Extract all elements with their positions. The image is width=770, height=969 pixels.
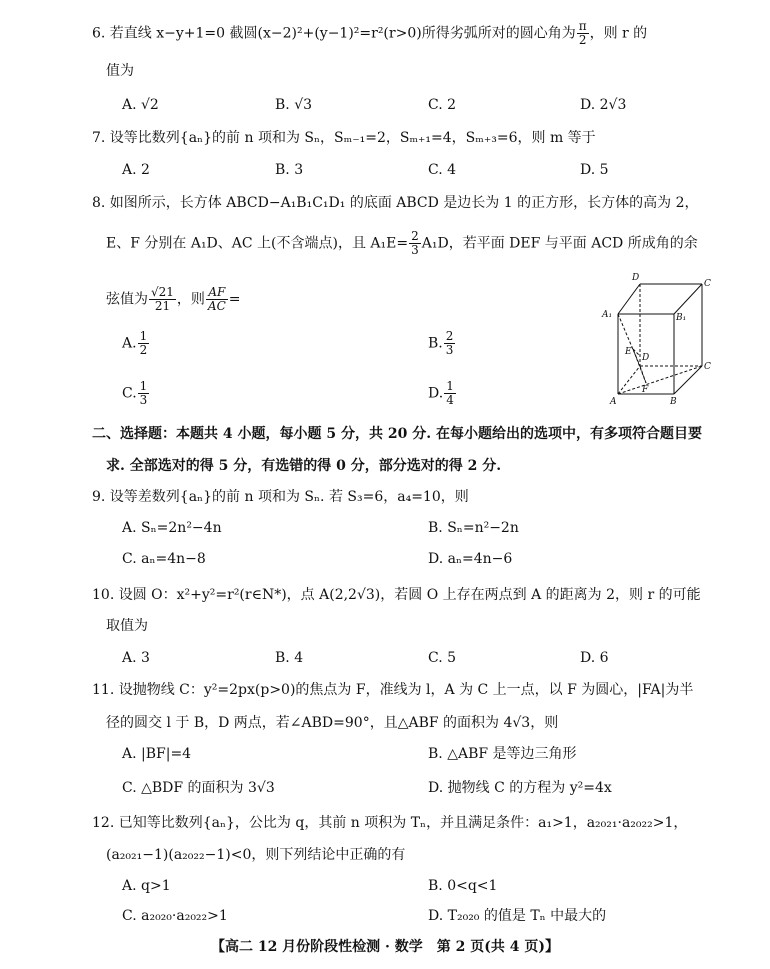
q6-option-c: C. 2	[428, 97, 457, 113]
q11-option-b: B. △ABF 是等边三角形	[428, 746, 577, 762]
q6-line2: 值为	[106, 63, 134, 79]
q8-line3-frac1-den: 21	[154, 299, 171, 313]
q8-option-b-num: 2	[445, 329, 454, 343]
q8-option-a-label: A.	[122, 335, 137, 352]
q7-option-d: D. 5	[580, 162, 609, 178]
q11-option-c: C. △BDF 的面积为 3√3	[122, 780, 275, 796]
q7-option-c: C. 4	[428, 162, 457, 178]
q6-option-d: D. 2√3	[580, 97, 627, 113]
q10-option-c: C. 5	[428, 650, 457, 666]
label-f: F	[642, 385, 649, 395]
q8-line3-pre: 弦值为	[106, 291, 148, 308]
label-d1: D	[632, 273, 640, 283]
q6-option-a: A. √2	[122, 97, 159, 113]
label-e: E	[625, 347, 632, 357]
edge-ad-hidden	[618, 366, 640, 394]
q8-option-d	[428, 380, 457, 407]
q8-option-d-label: D.	[428, 385, 444, 402]
q12-option-c: C. a₂₀₂₀·a₂₀₂₂>1	[122, 908, 228, 924]
q10-option-a: A. 3	[122, 650, 150, 666]
q8-option-a	[122, 330, 150, 357]
q9-option-a: A. Sₙ=2n²−4n	[122, 520, 222, 536]
q8-option-c-fraction	[138, 380, 150, 407]
q10-line1: 10. 设圆 O：x²+y²=r²(r∈N*)，点 A(2,2√3)，若圆 O 上存在两点到 A 的距离为 2，则 r 的可能	[92, 587, 701, 603]
q10-option-d: D. 6	[580, 650, 609, 666]
q8-option-d-fraction	[444, 380, 456, 407]
q6-line1	[92, 20, 647, 47]
segment-ac	[618, 366, 702, 394]
q8-line2	[106, 230, 698, 257]
q8-line1: 8. 如图所示，长方体 ABCD−A₁B₁C₁D₁ 的底面 ABCD 是边长为 1 的正方形，长方体的高为 2，	[92, 195, 699, 211]
q8-option-a-num: 1	[139, 329, 148, 343]
q8-line3-fraction2	[206, 286, 228, 313]
edge-bc	[674, 366, 702, 394]
label-b: B	[670, 397, 677, 407]
q12-line2: (a₂₀₂₁−1)(a₂₀₂₂−1)<0，则下列结论中正确的有	[106, 847, 406, 863]
q12-option-a: A. q>1	[122, 878, 171, 894]
q7-option-b: B. 3	[275, 162, 304, 178]
q6-frac-num: π	[578, 19, 587, 33]
q8-option-c-den: 3	[139, 393, 148, 407]
edge-d1a1	[618, 284, 640, 314]
q8-line3-frac2-num: AF	[206, 286, 228, 300]
q8-line3-frac1-num: √21	[151, 285, 174, 299]
q10-option-b: B. 4	[275, 650, 304, 666]
label-c: C	[704, 362, 711, 372]
q8-option-c-num: 1	[139, 379, 148, 393]
label-b1: B₁	[676, 313, 687, 323]
q7-option-a: A. 2	[122, 162, 150, 178]
q12-option-b: B. 0<q<1	[428, 878, 498, 894]
label-c1: C	[704, 279, 711, 289]
q10-line2: 取值为	[106, 618, 148, 634]
q6-line1-post: ，则 r 的	[589, 25, 648, 42]
q6-line1-pre: 6. 若直线 x−y+1=0 截圆(x−2)²+(y−1)²=r²(r>0)所得劣弧所对的圆心角为	[92, 25, 576, 42]
q9-line1: 9. 设等差数列{aₙ}的前 n 项和为 Sₙ. 若 S₃=6，a₄=10，则	[92, 489, 469, 505]
page-footer: 【高二 12 月份阶段性检测 · 数学 第 2 页(共 4 页)】	[210, 939, 560, 955]
q8-option-b	[428, 330, 456, 357]
section2-line2: 求. 全部选对的得 5 分，有选错的得 0 分，部分选对的得 2 分.	[106, 458, 502, 474]
q8-line3-post: =	[228, 291, 241, 308]
q7-line1: 7. 设等比数列{aₙ}的前 n 项和为 Sₙ，Sₘ₋₁=2，Sₘ₊₁=4，Sₘ₊₃=6，则 m 等于	[92, 130, 596, 146]
q12-option-d: D. T₂₀₂₀ 的值是 Tₙ 中最大的	[428, 908, 607, 924]
q8-option-b-den: 3	[445, 343, 454, 357]
q8-line2-frac-den: 3	[411, 243, 419, 257]
q9-option-c: C. aₙ=4n−8	[122, 551, 206, 567]
q8-line3-fraction1	[149, 286, 176, 313]
q8-line2-pre: E、F 分别在 A₁D、AC 上(不含端点)，且 A₁E=	[106, 235, 409, 252]
q8-option-d-num: 1	[446, 379, 454, 393]
q9-option-b: B. Sₙ=n²−2n	[428, 520, 519, 536]
edge-b1c1	[674, 284, 702, 314]
q8-option-d-den: 4	[446, 393, 454, 407]
q8-option-c	[122, 380, 150, 407]
q11-option-a: A. |BF|=4	[122, 746, 192, 762]
q8-option-c-label: C.	[122, 385, 137, 402]
segment-a1d	[618, 314, 640, 366]
q11-line1: 11. 设抛物线 C：y²=2px(p>0)的焦点为 F，准线为 l，A 为 C 上一点，以 F 为圆心，|FA|为半	[92, 682, 694, 698]
label-a: A	[610, 397, 617, 407]
q11-line2: 径的圆交 l 于 B，D 两点，若∠ABD=90°，且△ABF 的面积为 4√3，则	[106, 715, 559, 731]
q8-option-a-den: 2	[139, 343, 148, 357]
q8-line3-mid: ，则	[176, 291, 205, 308]
q6-frac-den: 2	[578, 33, 587, 47]
q8-option-a-fraction	[138, 330, 150, 357]
label-d: D	[642, 353, 650, 363]
q8-option-b-fraction	[444, 330, 456, 357]
section2-line1: 二、选择题：本题共 4 小题，每小题 5 分，共 20 分. 在每小题给出的选项中，有多项符合题目要	[92, 426, 702, 442]
q8-line2-post: A₁D，若平面 DEF 与平面 ACD 所成角的余	[421, 235, 698, 252]
q8-line3	[106, 286, 241, 313]
q6-fraction	[577, 20, 589, 47]
q8-line2-fraction	[409, 230, 421, 257]
q9-option-d: D. aₙ=4n−6	[428, 551, 513, 567]
q8-option-b-label: B.	[428, 335, 443, 352]
q6-option-b: B. √3	[275, 97, 313, 113]
q8-box-figure	[600, 270, 720, 410]
q8-line2-frac-num: 2	[411, 229, 419, 243]
q11-option-d: D. 抛物线 C 的方程为 y²=4x	[428, 780, 612, 796]
q12-line1: 12. 已知等比数列{aₙ}，公比为 q，其前 n 项积为 Tₙ，并且满足条件：a₁>1，a₂₀₂₁·a₂₀₂₂>1，	[92, 815, 688, 831]
label-a1: A₁	[602, 310, 613, 320]
q8-line3-frac2-den: AC	[207, 299, 226, 313]
